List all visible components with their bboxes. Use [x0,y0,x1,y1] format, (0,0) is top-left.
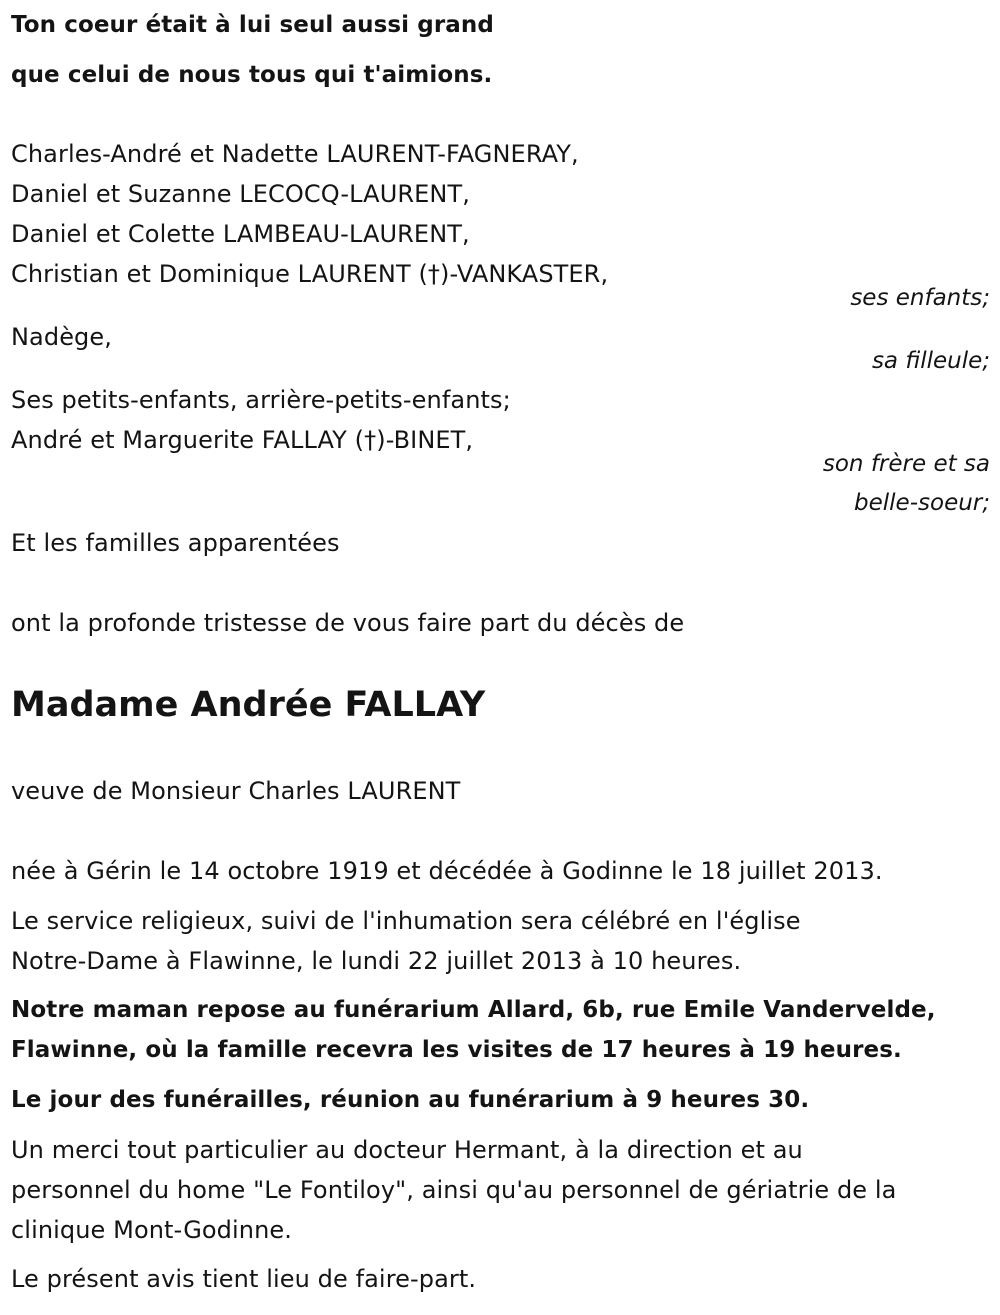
closing-note: Le présent avis tient lieu de faire-part. [11,1265,477,1293]
deceased-name: Madame Andrée FALLAY [11,685,486,725]
relatives: Et les familles apparentées [11,529,340,557]
family-child-2: Daniel et Suzanne LECOCQ-LAURENT, [11,180,470,208]
visitation-line-2: Flawinne, où la famille recevra les visites de 17 heures à 19 heures. [11,1037,902,1063]
thanks-line-1: Un merci tout particulier au docteur Hermant, à la direction et au [11,1136,803,1164]
sibling: André et Marguerite FALLAY (†)-BINET, [11,426,474,454]
service-line-1: Le service religieux, suivi de l'inhumation sera célébré en l'église [11,907,801,935]
family-child-1: Charles-André et Nadette LAURENT-FAGNERAY, [11,140,579,168]
sibling-role-2: belle-soeur; [854,490,990,516]
thanks-line-2: personnel du home "Le Fontiloy", ainsi qu'au personnel de gériatrie de la [11,1176,897,1204]
service-line-2: Notre-Dame à Flawinne, le lundi 22 juillet 2013 à 10 heures. [11,947,742,975]
funeral-day: Le jour des funérailles, réunion au funérarium à 9 heures 30. [11,1087,810,1113]
family-child-3: Daniel et Colette LAMBEAU-LAURENT, [11,220,470,248]
announcement: ont la profonde tristesse de vous faire part du décès de [11,609,685,637]
birth-death: née à Gérin le 14 octobre 1919 et décédée à Godinne le 18 juillet 2013. [11,857,883,885]
children-role: ses enfants; [850,285,990,311]
visitation-line-1: Notre maman repose au funérarium Allard, 6b, rue Emile Vandervelde, [11,997,936,1023]
grandchildren: Ses petits-enfants, arrière-petits-enfants; [11,386,511,414]
goddaughter-role: sa filleule; [871,348,990,374]
widow-of: veuve de Monsieur Charles LAURENT [11,777,461,805]
verse-line-1: Ton coeur était à lui seul aussi grand [11,12,494,38]
thanks-line-3: clinique Mont-Godinne. [11,1216,293,1244]
family-child-4: Christian et Dominique LAURENT (†)-VANKASTER, [11,260,609,288]
goddaughter: Nadège, [11,323,112,351]
verse-line-2: que celui de nous tous qui t'aimions. [11,62,493,88]
sibling-role-1: son frère et sa [822,451,990,477]
